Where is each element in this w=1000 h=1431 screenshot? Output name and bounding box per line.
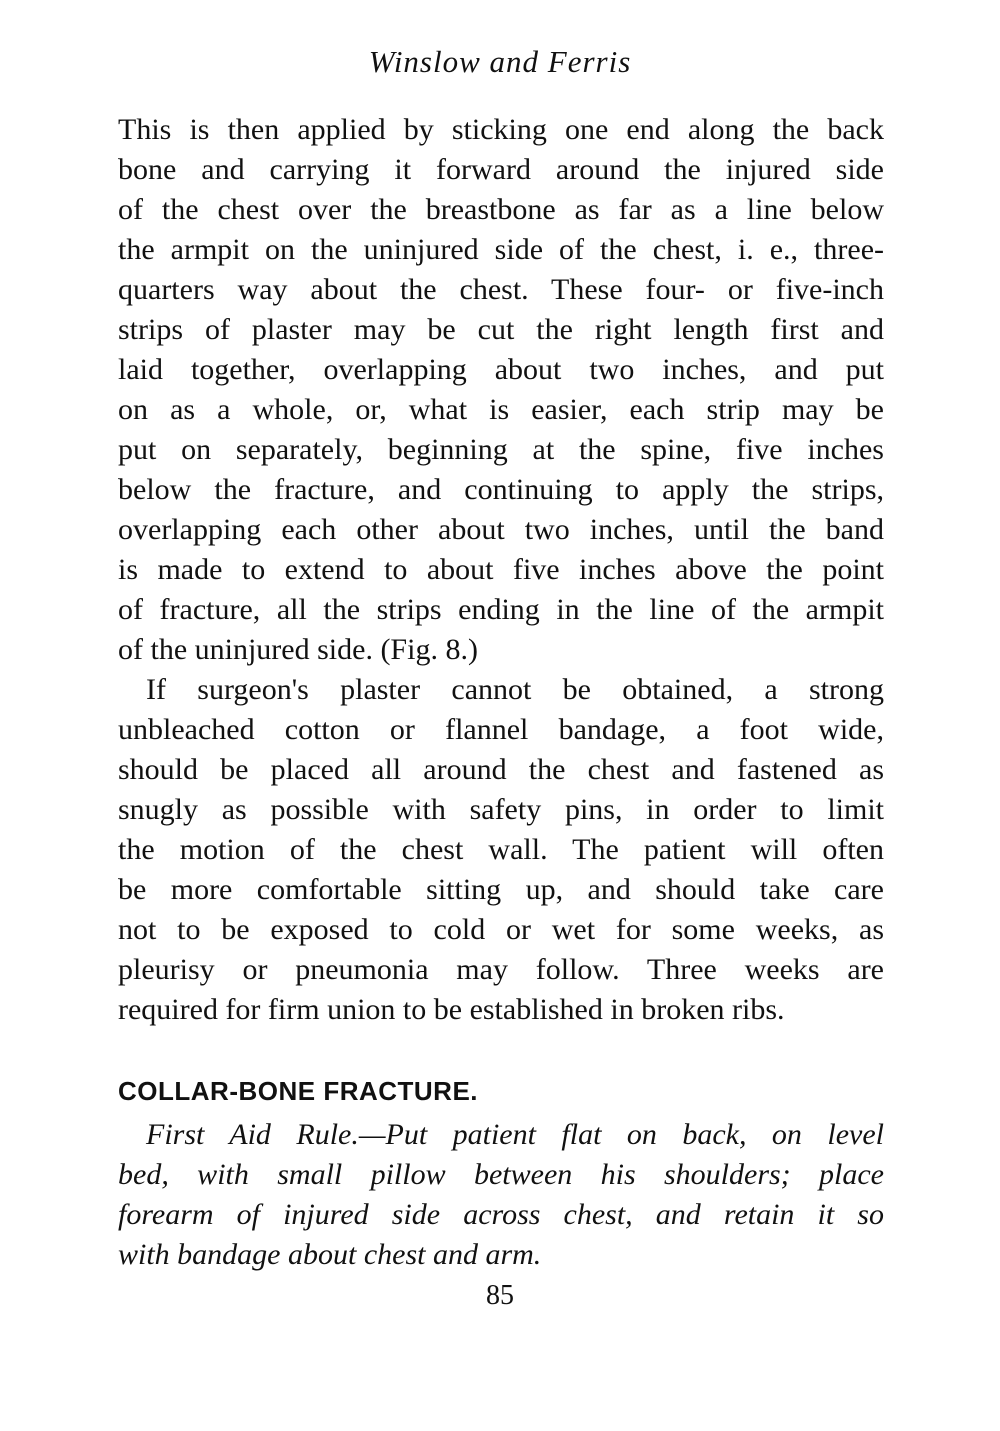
text-line: quarters way about the chest. These four- or five-inch (118, 273, 884, 306)
paragraph (118, 670, 884, 1030)
text-line: on as a whole, or, what is easier, each strip may be (118, 393, 884, 426)
text-line: required for firm union to be established in broken ribs. (118, 993, 785, 1026)
running-header: Winslow and Ferris (368, 44, 632, 79)
text-line: below the fracture, and continuing to apply the strips, (118, 473, 884, 506)
text-line: of fracture, all the strips ending in the line of the armpit (118, 593, 884, 626)
text-line: If surgeon's plaster cannot be obtained, a strong (146, 673, 884, 706)
text-line: with bandage about chest and arm. (118, 1238, 542, 1271)
text-line: should be placed all around the chest and fastened as (118, 753, 884, 786)
text-line: snugly as possible with safety pins, in order to limit (118, 793, 884, 826)
text-line: First Aid Rule.—Put patient flat on back, on level (146, 1118, 884, 1151)
text-line: the motion of the chest wall. The patient will often (118, 833, 884, 866)
text-line: forearm of injured side across chest, and retain it so (118, 1198, 884, 1231)
text-line: overlapping each other about two inches, until the band (118, 513, 884, 546)
text-line: unbleached cotton or flannel bandage, a foot wide, (118, 713, 884, 746)
text-line: is made to extend to about five inches above the point (118, 553, 884, 586)
text-line: put on separately, beginning at the spine, five inches (118, 433, 884, 466)
first-aid-rule (118, 1115, 884, 1275)
text-line: This is then applied by sticking one end along the back (118, 113, 884, 146)
text-line: be more comfortable sitting up, and should take care (118, 873, 884, 906)
text-line: bone and carrying it forward around the injured side (118, 153, 884, 186)
text-line: the armpit on the uninjured side of the chest, i. e., three- (118, 233, 884, 266)
body-text (118, 110, 884, 1030)
page-number: 85 (486, 1280, 514, 1311)
text-line: laid together, overlapping about two inches, and put (118, 353, 884, 386)
text-line: of the uninjured side. (Fig. 8.) (118, 633, 478, 666)
text-line: bed, with small pillow between his shoulders; place (118, 1158, 884, 1191)
text-line: pleurisy or pneumonia may follow. Three weeks are (118, 953, 884, 986)
text-line: not to be exposed to cold or wet for some weeks, as (118, 913, 884, 946)
section-heading: COLLAR-BONE FRACTURE. (118, 1076, 479, 1106)
text-line: of the chest over the breastbone as far as a line below (118, 193, 884, 226)
text-line: strips of plaster may be cut the right length first and (118, 313, 884, 346)
paragraph (118, 110, 884, 670)
